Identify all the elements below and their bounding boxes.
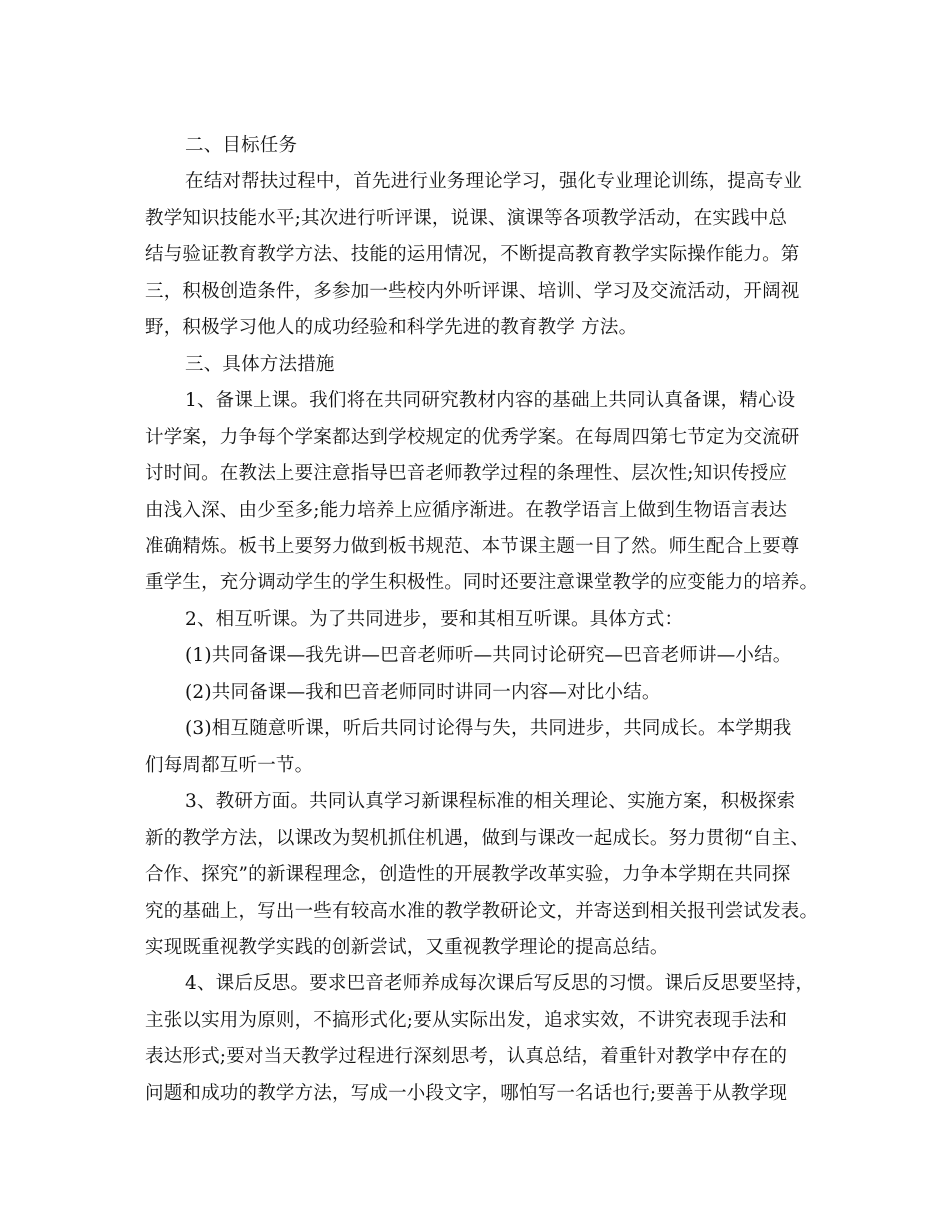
text-line: 结与验证教育教学方法、技能的运用情况，不断提高教育教学实际操作能力。第 [145,244,800,266]
text-line: 究的基础上，写出一些有较高水准的教学教研论文，并寄送到相关报刊尝试发表。 [145,900,819,922]
text-line: 2、相互听课。为了共同进步，要和其相互听课。具体方式： [185,608,684,630]
text-line: 三，积极创造条件，多参加一些校内外听评课、培训、学习及交流活动，开阔视 [145,280,800,302]
text-line: 们每周都互听一节。 [145,754,314,776]
text-line: 问题和成功的教学方法，写成一小段文字，哪怕写一名话也行;要善于从教学现 [145,1082,788,1104]
text-line: 1、备课上课。我们将在共同研究教材内容的基础上共同认真备课，精心设 [185,390,796,412]
text-line: 表达形式;要对当天教学过程进行深刻思考，认真总结，着重针对教学中存在的 [145,1046,788,1068]
text-line: 实现既重视教学实践的创新尝试，又重视教学理论的提高总结。 [145,936,669,958]
text-line: 主张以实用为原则，不搞形式化;要从实际出发，追求实效，不讲究表现手法和 [145,1009,788,1031]
text-line: 3、教研方面。共同认真学习新课程标准的相关理论、实施方案，积极探索 [185,791,796,813]
text-line: (1)共同备课—我先讲—巴音老师听—共同讨论研究—巴音老师讲—小结。 [185,645,792,667]
text-line: 三、具体方法措施 [185,353,335,375]
text-line: 新的教学方法，以课改为契机抓住机遇，做到与课改一起成长。努力贯彻“自主、 [145,827,810,849]
text-line: (3)相互随意听课，听后共同讨论得与失，共同进步，共同成长。本学期我 [185,718,792,740]
text-line: 由浅入深、由少至多;能力培养上应循序渐进。在教学语言上做到生物语言表达 [145,499,788,521]
text-line: 4、课后反思。要求巴音老师养成每次课后写反思的习惯。课后反思要坚持， [185,973,815,995]
text-line: 二、目标任务 [185,135,298,156]
text-line: (2)共同备课—我和巴音老师同时讲同一内容—对比小结。 [185,681,661,703]
text-line: 教学知识技能水平;其次进行听评课，说课、演课等各项教学活动，在实践中总 [145,207,788,229]
text-line: 野，积极学习他人的成功经验和科学先进的教育教学 方法。 [145,317,638,339]
text-line: 重学生，充分调动学生的学生积极性。同时还要注意课堂教学的应变能力的培养。 [145,572,819,594]
text-line: 讨时间。在教法上要注意指导巴音老师教学过程的条理性、层次性;知识传授应 [145,463,788,485]
text-line: 计学案，力争每个学案都达到学校规定的优秀学案。在每周四第七节定为交流研 [145,426,800,448]
text-line: 在结对帮扶过程中，首先进行业务理论学习，强化专业理论训练，提高专业 [185,171,803,193]
text-line: 准确精炼。板书上要努力做到板书规范、本节课主题一目了然。师生配合上要尊 [145,536,800,557]
text-line: 合作、探究”的新课程理念，创造性的开展教学改革实验，力争本学期在共同探 [145,864,791,885]
